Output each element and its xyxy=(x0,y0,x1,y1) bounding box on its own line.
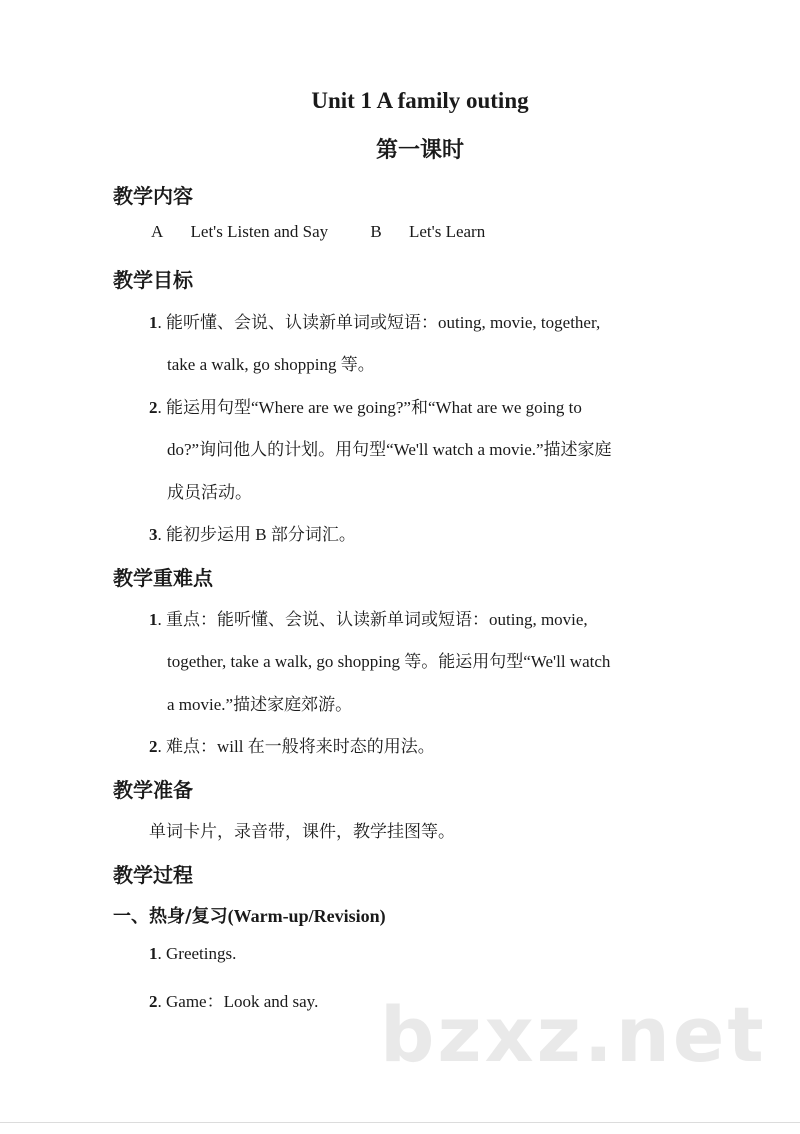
goal-text: 能运用句型“Where are we going?”和“What are we going to xyxy=(166,398,582,417)
process-text: Game：Look and say. xyxy=(166,992,319,1011)
goal-item-2: 2. 能运用句型“Where are we going?”和“What are we going to xyxy=(149,398,582,417)
step-title-en: (Warm-up/Revision) xyxy=(227,906,386,926)
process-step-1-heading xyxy=(113,902,386,928)
content-line xyxy=(151,222,494,242)
watermark: bzxz.net xyxy=(380,990,767,1079)
step-title-cn: 一、热身/复习 xyxy=(113,906,228,927)
process-item-2: 2. Game：Look and say. xyxy=(149,992,319,1011)
section-heading-prep: 教学准备 xyxy=(113,778,193,802)
section-heading-process: 教学过程 xyxy=(113,863,193,887)
keypoint-item-1-cont: a movie.”描述家庭郊游。 xyxy=(167,695,353,714)
goal-number: 2 xyxy=(149,398,158,417)
keypoint-text: 难点：will 在一般将来时态的用法。 xyxy=(166,737,435,756)
keypoint-item-1: 1. 重点：能听懂、会说、认读新单词或短语：outing, movie, xyxy=(149,610,588,629)
document-title: Unit 1 A family outing xyxy=(311,88,529,113)
goal-item-3: 3. 能初步运用 B 部分词汇。 xyxy=(149,525,356,544)
goal-text: 能初步运用 B 部分词汇。 xyxy=(166,525,356,544)
content-b-letter: B xyxy=(370,222,382,241)
process-number: 2 xyxy=(149,992,158,1011)
goal-item-1: 1. 能听懂、会说、认读新单词或短语：outing, movie, together, xyxy=(149,313,601,332)
content-b-text: Let's Learn xyxy=(409,222,486,241)
keypoint-item-1-cont: together, take a walk, go shopping 等。能运用句型“We'll watch xyxy=(167,652,611,671)
content-a-text: Let's Listen and Say xyxy=(190,222,329,241)
section-heading-content: 教学内容 xyxy=(113,184,193,208)
process-number: 1 xyxy=(149,944,158,963)
goal-text: 能听懂、会说、认读新单词或短语：outing, movie, together, xyxy=(166,313,601,332)
section-heading-goals: 教学目标 xyxy=(113,268,193,292)
keypoint-item-2: 2. 难点：will 在一般将来时态的用法。 xyxy=(149,737,435,756)
prep-text: 单词卡片，录音带，课件，教学挂图等。 xyxy=(149,822,455,841)
goal-item-2-cont: 成员活动。 xyxy=(167,483,252,502)
keypoint-text: 重点：能听懂、会说、认读新单词或短语：outing, movie, xyxy=(166,610,588,629)
keypoint-number: 1 xyxy=(149,610,158,629)
keypoint-number: 2 xyxy=(149,737,158,756)
content-a-letter: A xyxy=(151,222,164,241)
goal-number: 1 xyxy=(149,313,158,332)
goal-item-2-cont: do?”询问他人的计划。用句型“We'll watch a movie.”描述家庭 xyxy=(167,440,612,459)
page-bottom-rule xyxy=(0,1122,800,1123)
goal-item-1-cont: take a walk, go shopping 等。 xyxy=(167,355,375,374)
process-text: Greetings. xyxy=(166,944,237,963)
section-heading-keypoints: 教学重难点 xyxy=(113,566,213,590)
goal-number: 3 xyxy=(149,525,158,544)
lesson-period-title: 第一课时 xyxy=(375,138,464,163)
process-item-1: 1. Greetings. xyxy=(149,944,237,963)
